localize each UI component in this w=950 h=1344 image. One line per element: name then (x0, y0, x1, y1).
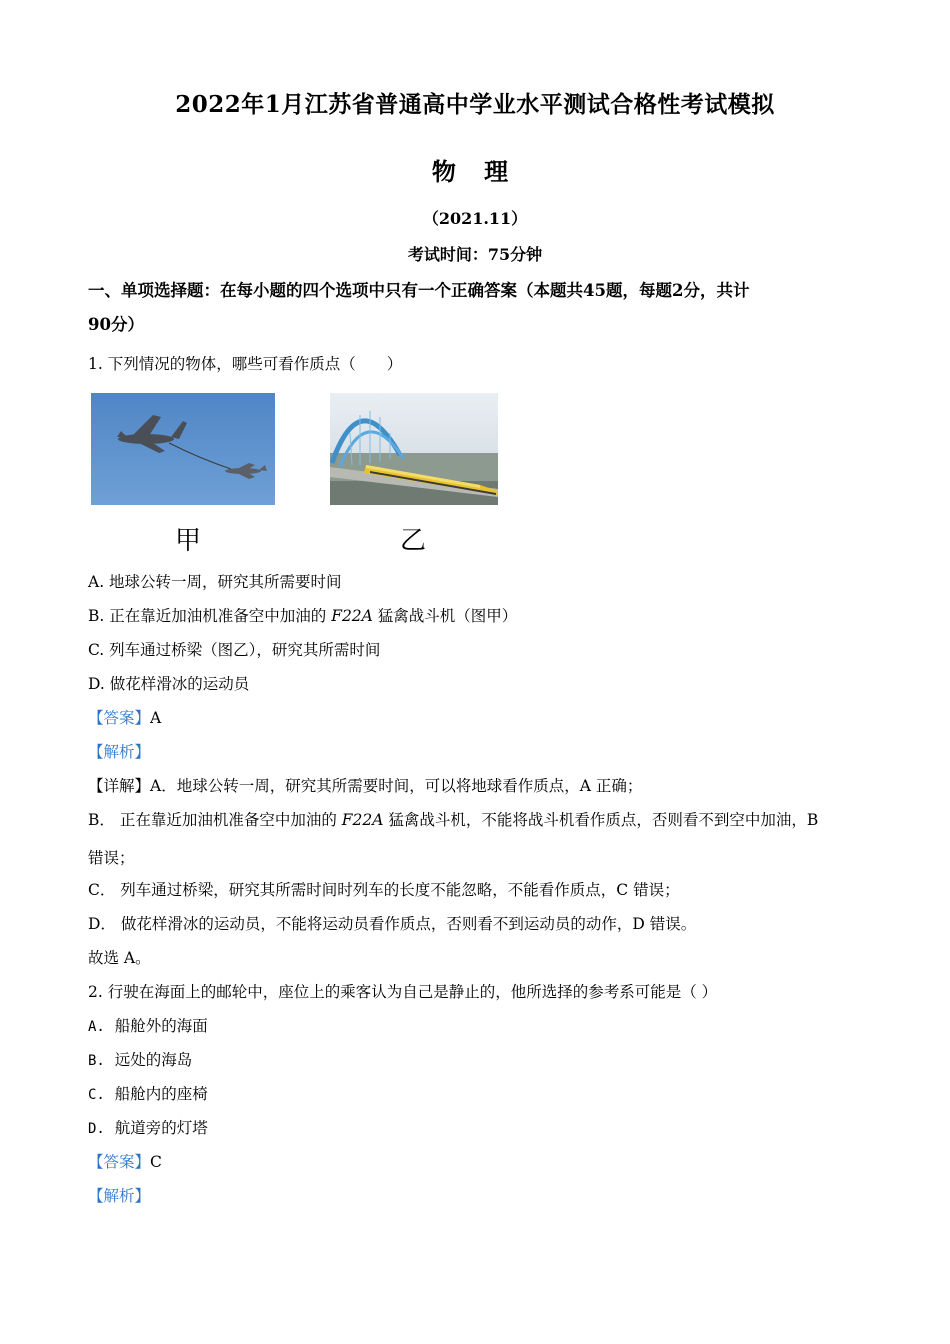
q1-option-c: C. 列车通过桥梁（图乙），研究其所需时间 (88, 641, 381, 659)
q1-detail-a-text: A．地球公转一周，研究其所需要时间，可以将地球看作质点，A 正确； (150, 777, 643, 795)
q2-answer (88, 1150, 878, 1172)
q1-image-yi-bridge-train (330, 393, 498, 505)
q2-option-d (88, 1116, 878, 1138)
q1-detail-b-pre: B． 正在靠近加油机准备空中加油的 (88, 811, 342, 829)
q1-option-b-pre: B. 正在靠近加油机准备空中加油的 (88, 607, 332, 625)
q1-answer-label: 【答案】 (88, 709, 151, 727)
q1-option-b-post: 猛禽战斗机（图甲） (372, 607, 518, 625)
exam-title: 2022年1月江苏省普通高中学业水平测试合格性考试模拟 (175, 91, 775, 118)
q2-stem: 2. 行驶在海面上的邮轮中，座位上的乘客认为自己是静止的，他所选择的参考系可能是（ ） (88, 983, 718, 1001)
q2-option-b-text: 远处的海岛 (114, 1051, 193, 1069)
q2-option-b (88, 1048, 878, 1070)
q1-detail-a (88, 774, 878, 796)
q2-answer-label: 【答案】 (88, 1153, 151, 1171)
q1-stem: 1. 下列情况的物体，哪些可看作质点（ ） (88, 355, 403, 373)
q1-analysis-label: 【解析】 (88, 743, 151, 761)
exam-date: （2021.11） (422, 209, 528, 228)
q1-caption-jia: 甲 (175, 526, 202, 556)
q1-caption-yi: 乙 (400, 526, 427, 556)
q1-option-b (88, 604, 878, 626)
q2-analysis-label: 【解析】 (88, 1187, 151, 1205)
q1-detail-b (88, 808, 878, 830)
section-heading-line1: 一、单项选择题：在每小题的四个选项中只有一个正确答案（本题共45题，每题2分，共计 (88, 281, 750, 300)
q2-option-a (88, 1014, 878, 1036)
q2-option-c-letter: C. (88, 1087, 105, 1103)
q2-answer-value: C (150, 1153, 162, 1171)
q1-option-a: A. 地球公转一周，研究其所需要时间 (88, 573, 342, 591)
q1-detail-b-post: 猛禽战斗机，不能将战斗机看作质点，否则看不到空中加油，B (383, 811, 819, 829)
exam-duration: 考试时间：75分钟 (407, 245, 543, 264)
q1-image-jia-aircraft (91, 393, 275, 505)
section-heading (88, 274, 868, 342)
q2-option-d-letter: D. (88, 1121, 105, 1137)
q2-option-c-text: 船舱内的座椅 (114, 1085, 208, 1103)
q1-detail-b-cont: 错误； (88, 849, 135, 867)
subject-title: 物 理 (431, 157, 519, 186)
section-heading-line2: 90分） (88, 315, 144, 334)
q1-detail-c: C． 列车通过桥梁，研究其所需时间时列车的长度不能忽略，不能看作质点，C 错误； (88, 881, 680, 899)
q2-option-d-text: 航道旁的灯塔 (114, 1119, 208, 1137)
q1-conclusion: 故选 A。 (88, 949, 151, 967)
q1-detail-d: D． 做花样滑冰的运动员，不能将运动员看作质点，否则看不到运动员的动作，D 错误。 (88, 915, 697, 933)
q1-detail-label: 【详解】 (88, 777, 151, 795)
q2-option-c (88, 1082, 878, 1104)
q1-detail-b-model: F22A (341, 811, 384, 829)
q2-option-a-text: 船舱外的海面 (114, 1017, 208, 1035)
q2-option-a-letter: A. (88, 1019, 105, 1035)
q1-answer-value: A (150, 709, 162, 727)
q1-answer (88, 706, 878, 728)
q1-option-d: D. 做花样滑冰的运动员 (88, 675, 250, 693)
q2-option-b-letter: B. (88, 1053, 105, 1069)
q1-option-b-model: F22A (331, 607, 373, 625)
